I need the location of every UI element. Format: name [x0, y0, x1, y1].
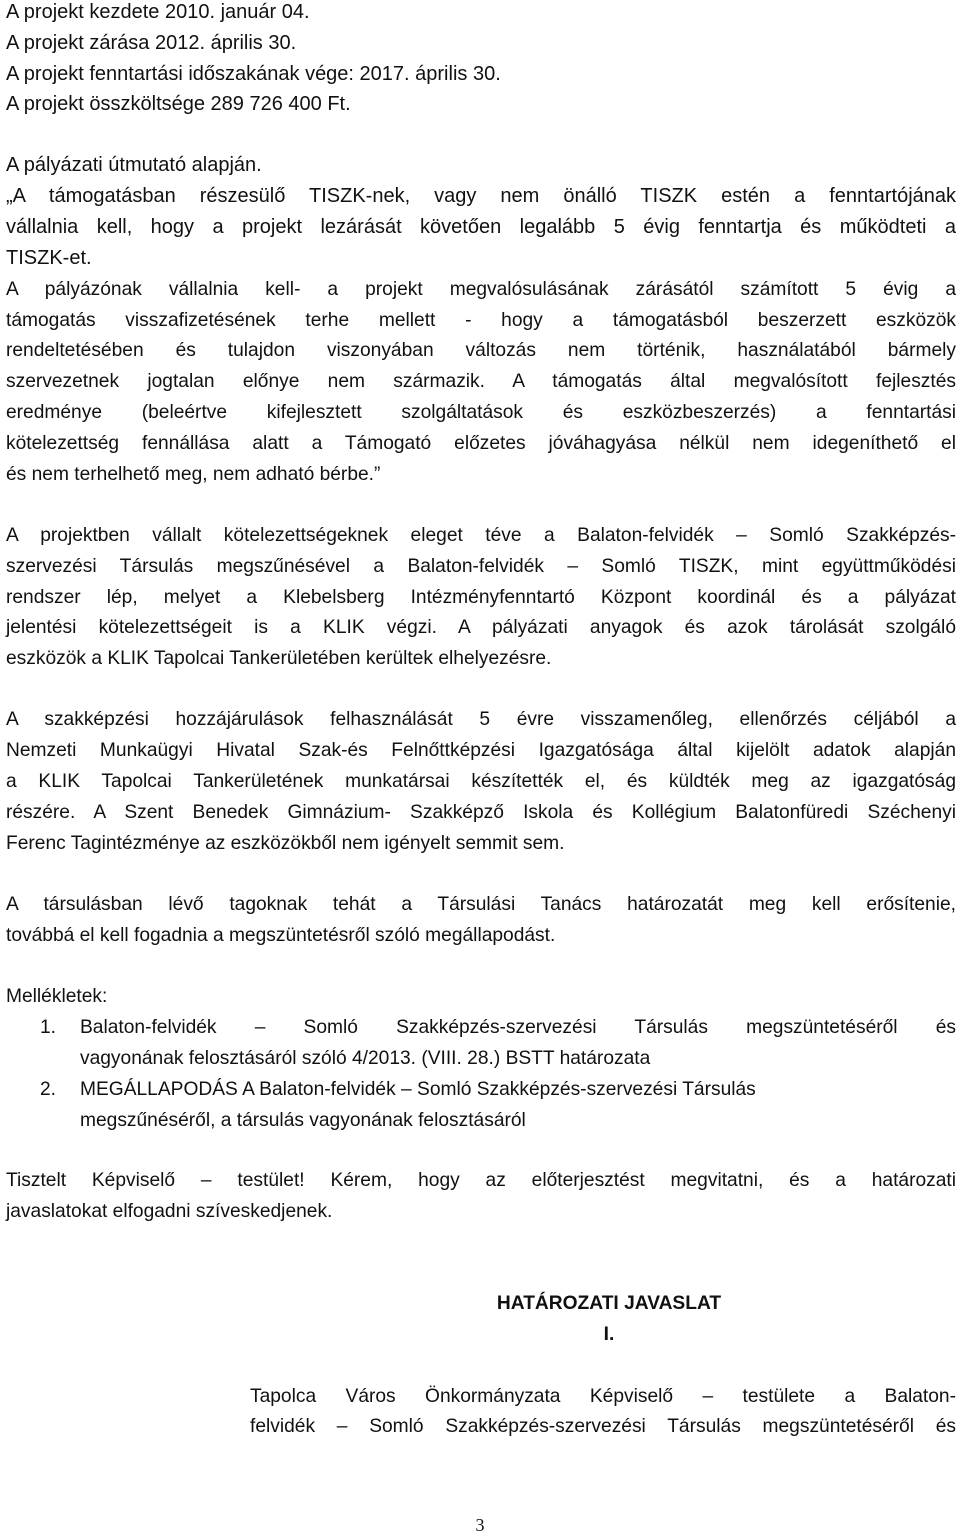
project-end: A projekt zárása 2012. április 30. — [6, 32, 297, 54]
attachment-number: 2. — [40, 1079, 57, 1100]
paragraph-line: A pályázónak vállalnia kell- a projekt megvalósulásának zárásától számított 5 évig a — [6, 279, 956, 300]
resolution-line: Tapolca Város Önkormányzata Képviselő – testülete a Balaton- — [250, 1386, 956, 1407]
attachment-number: 1. — [40, 1017, 57, 1038]
paragraph-line: továbbá el kell fogadnia a megszüntetésről szóló megállapodást. — [6, 925, 556, 946]
closing-line: Tisztelt Képviselő – testület! Kérem, hogy az előterjesztést megvitatni, és a határozati — [6, 1170, 956, 1191]
project-total-cost: A projekt összköltsége 289 726 400 Ft. — [6, 93, 351, 115]
paragraph-line: A társulásban lévő tagoknak tehát a Társulási Tanács határozatát meg kell erősítenie, — [6, 894, 956, 915]
attachment-text: megszűnéséről, a társulás vagyonának felosztásáról — [80, 1110, 526, 1131]
paragraph-line: kötelezettség fennállása alatt a Támogató előzetes jóváhagyása nélkül nem idegeníthető el — [6, 433, 956, 454]
paragraph-line: rendeltetésében és tulajdon viszonyában változás nem történik, használatából bármely — [6, 340, 956, 361]
paragraph-line: Nemzeti Munkaügyi Hivatal Szak-és Felnőttképzési Igazgatósága által kijelölt adatok alapján — [6, 740, 956, 761]
guide-quote-line: vállalnia kell, hogy a projekt lezárását követően legalább 5 évig fenntartja és működteti a — [6, 216, 956, 238]
project-maintenance-end: A projekt fenntartási időszakának vége: 2017. április 30. — [6, 63, 501, 85]
paragraph-line: jelentési kötelezettségeit is a KLIK végzi. A pályázati anyagok és azok tárolását szolgáló — [6, 617, 956, 638]
attachment-text: MEGÁLLAPODÁS A Balaton-felvidék – Somló Szakképzés-szervezési Társulás — [80, 1079, 756, 1100]
guide-quote-line: „A támogatásban részesülő TISZK-nek, vagy nem önálló TISZK estén a fenntartójának — [6, 185, 956, 207]
guide-quote-line: TISZK-et. — [6, 247, 92, 269]
paragraph-line: szervezetnek jogtalan előnye nem származik. A támogatás által megvalósított fejlesztés — [6, 371, 956, 392]
resolution-number: I. — [603, 1324, 615, 1345]
paragraph-line: rendszer lép, melyet a Klebelsberg Intézményfenntartó Központ koordinál és a pályázat — [6, 587, 956, 608]
resolution-line: felvidék – Somló Szakképzés-szervezési Társulás megszüntetéséről és — [250, 1416, 956, 1437]
paragraph-line: eszközök a KLIK Tapolcai Tankerületében kerültek elhelyezésre. — [6, 648, 552, 669]
paragraph-line: Ferenc Tagintézménye az eszközökből nem igényelt semmit sem. — [6, 833, 565, 854]
paragraph-line: és nem terhelhető meg, nem adható bérbe.” — [6, 464, 381, 485]
closing-line: javaslatokat elfogadni szíveskedjenek. — [6, 1201, 333, 1222]
attachment-text: Balaton-felvidék – Somló Szakképzés-szervezési Társulás megszüntetéséről és — [80, 1017, 956, 1038]
attachment-text: vagyonának felosztásáról szóló 4/2013. (VIII. 28.) BSTT határozata — [80, 1048, 651, 1069]
paragraph-line: támogatás visszafizetésének terhe mellett - hogy a támogatásból beszerzett eszközök — [6, 310, 956, 331]
resolution-heading: HATÁROZATI JAVASLAT — [496, 1293, 722, 1314]
attachments-title: Mellékletek: — [6, 986, 108, 1007]
paragraph-line: A projektben vállalt kötelezettségeknek eleget téve a Balaton-felvidék – Somló Szakképzés- — [6, 525, 956, 546]
paragraph-line: részére. A Szent Benedek Gimnázium- Szakképző Iskola és Kollégium Balatonfüredi Széchenyi — [6, 802, 956, 823]
paragraph-line: A szakképzési hozzájárulások felhasználását 5 évre visszamenőleg, ellenőrzés céljából a — [6, 709, 956, 730]
paragraph-line: a KLIK Tapolcai Tankerületének munkatársai készítették el, és küldték meg az igazgatóság — [6, 771, 956, 792]
paragraph-line: szervezési Társulás megszűnésével a Balaton-felvidék – Somló TISZK, mint együttműködési — [6, 556, 956, 577]
project-start: A projekt kezdete 2010. január 04. — [6, 1, 310, 23]
paragraph-line: eredménye (beleértve kifejlesztett szolgáltatások és eszközbeszerzés) a fenntartási — [6, 402, 956, 423]
page-number: 3 — [475, 1515, 485, 1535]
guide-intro: A pályázati útmutató alapján. — [6, 154, 262, 176]
